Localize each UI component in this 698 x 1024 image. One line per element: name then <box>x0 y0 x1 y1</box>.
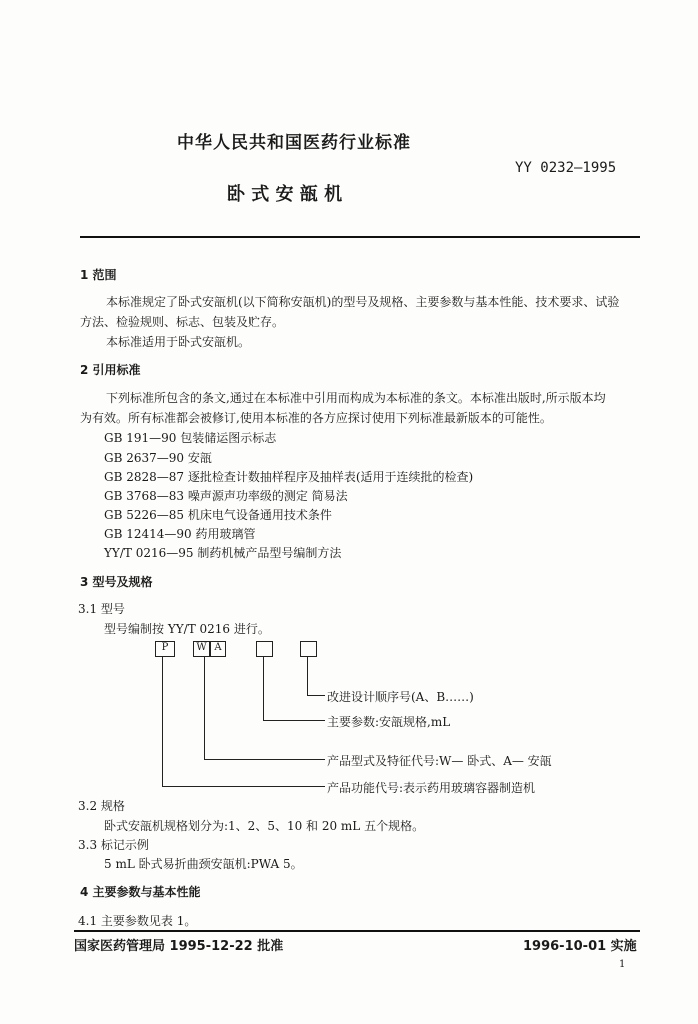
subsection-3-3-text: 5 mL 卧式易折曲颈安瓿机:PWA 5。 <box>104 857 303 871</box>
connector-line <box>263 720 325 721</box>
issued-by-date: 国家医药管理局 1995-12-22 批准 <box>74 939 284 954</box>
effective-date: 1996-10-01 实施 <box>523 939 637 954</box>
connector-line <box>204 656 205 760</box>
connector-line <box>204 759 325 760</box>
reference-item: GB 3768—83 噪声源声功率级的测定 简易法 <box>104 489 348 503</box>
connector-line <box>263 656 264 721</box>
reference-item: GB 191—90 包装储运图示标志 <box>104 431 277 445</box>
diagram-label-function-code: 产品功能代号:表示药用玻璃容器制造机 <box>327 781 536 795</box>
page-number: 1 <box>619 959 626 970</box>
reference-item: GB 5226—85 机床电气设备通用技术条件 <box>104 508 332 522</box>
subsection-3-2-heading: 3.2 规格 <box>78 799 125 813</box>
diagram-label-type-code: 产品型式及特征代号:W— 卧式、A— 安瓿 <box>327 754 552 768</box>
standard-number: YY 0232—1995 <box>515 160 617 176</box>
section-1-para1-line1: 本标准规定了卧式安瓿机(以下简称安瓿机)的型号及规格、主要参数与基本性能、技术要求、试验 <box>106 295 620 309</box>
subsection-3-2-text: 卧式安瓿机规格划分为:1、2、5、10 和 20 mL 五个规格。 <box>104 819 425 833</box>
section-2-para-line1: 下列标准所包含的条文,通过在本标准中引用而构成为本标准的条文。本标准出版时,所示版本均 <box>106 391 606 405</box>
connector-line <box>307 695 325 696</box>
section-2-heading: 2 引用标准 <box>80 363 141 377</box>
document-title: 卧 式 安 瓿 机 <box>227 184 343 205</box>
subsection-3-1-heading: 3.1 型号 <box>78 602 125 616</box>
connector-line <box>307 656 308 696</box>
section-2-para-line2: 为有效。所有标准都会被修订,使用本标准的各方应探讨使用下列标准最新版本的可能性。 <box>80 411 552 425</box>
code-box-revision <box>300 641 317 657</box>
connector-line <box>162 656 163 787</box>
subsection-4-1-text: 4.1 主要参数见表 1。 <box>78 914 197 928</box>
subsection-3-3-heading: 3.3 标记示例 <box>78 838 149 852</box>
subsection-3-1-text: 型号编制按 YY/T 0216 进行。 <box>104 622 270 636</box>
footer-rule <box>74 930 640 932</box>
connector-line <box>162 786 325 787</box>
diagram-label-main-param: 主要参数:安瓿规格,mL <box>327 715 451 729</box>
section-4-heading: 4 主要参数与基本性能 <box>80 885 201 899</box>
reference-item: GB 2637—90 安瓿 <box>104 451 212 465</box>
diagram-label-revision: 改进设计顺序号(A、B……) <box>327 690 474 704</box>
code-box-spec <box>256 641 273 657</box>
section-1-heading: 1 范围 <box>80 268 117 282</box>
code-box-p-label: P <box>161 642 169 653</box>
reference-item: GB 12414—90 药用玻璃管 <box>104 527 256 541</box>
code-box-a-label: A <box>214 642 222 653</box>
issuing-org-title: 中华人民共和国医药行业标准 <box>177 133 411 153</box>
section-3-heading: 3 型号及规格 <box>80 575 153 589</box>
code-box-w-label: W <box>196 642 207 653</box>
reference-item: YY/T 0216—95 制药机械产品型号编制方法 <box>104 546 342 560</box>
reference-item: GB 2828—87 逐批检查计数抽样程序及抽样表(适用于连续批的检查) <box>104 470 474 484</box>
title-rule <box>80 236 640 238</box>
section-1-para1-line2: 方法、检验规则、标志、包装及贮存。 <box>80 315 285 329</box>
section-1-para2: 本标准适用于卧式安瓿机。 <box>106 335 251 349</box>
